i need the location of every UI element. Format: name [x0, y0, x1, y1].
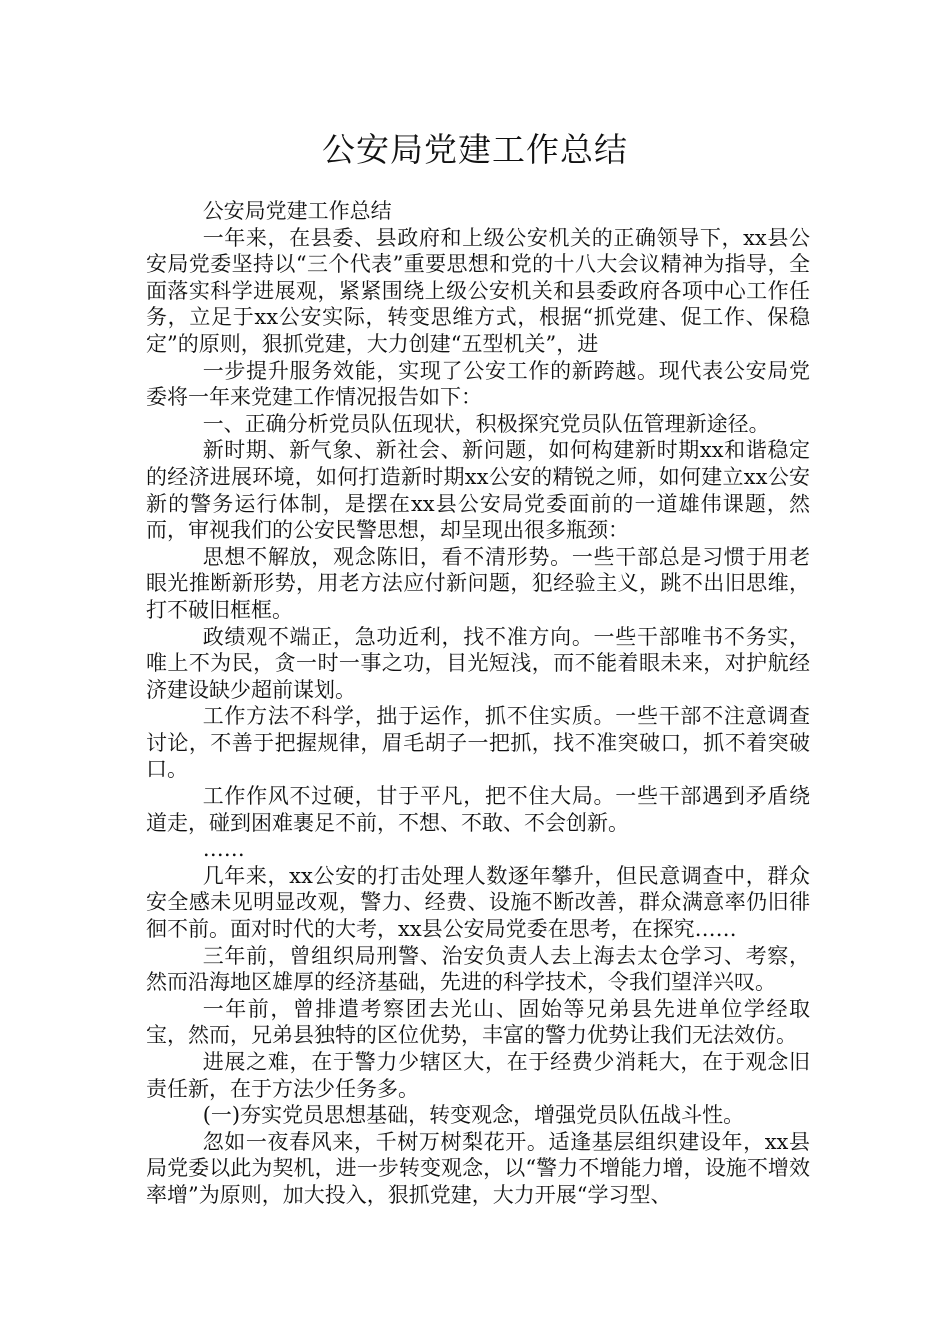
paragraph-subtitle: 公安局党建工作总结: [202, 199, 392, 223]
paragraph: 政绩观不端正，急功近利，找不准方向。一些干部唯书不务实，唯上不为民，贪一时一事之功，目光短浅，而不能着眼未来，对护航经济建设缺少超前谋划。: [146, 624, 810, 702]
document-body: [146, 198, 810, 1209]
paragraph: 忽如一夜春风来，千树万树梨花开。适逢基层组织建设年，xx县局党委以此为契机，进一步转变观念，以“警力不增能力增，设施不增效率增”为原则，加大投入，狠抓党建，大力开展“学习型、: [146, 1129, 810, 1207]
ellipsis-line: ……: [202, 837, 245, 862]
paragraph: 三年前，曾组织局刑警、治安负责人去上海去太仓学习、考察，然而沿海地区雄厚的经济基础，先进的科学技术，令我们望洋兴叹。: [146, 943, 810, 995]
paragraph: 一年前，曾排遣考察团去光山、固始等兄弟县先进单位学经取宝，然而，兄弟县独特的区位优势，丰富的警力优势让我们无法效仿。: [146, 996, 810, 1048]
paragraph: 进展之难，在于警力少辖区大，在于经费少消耗大，在于观念旧责任新，在于方法少任务多。: [146, 1050, 810, 1101]
paragraph: 思想不解放，观念陈旧，看不清形势。一些干部总是习惯于用老眼光推断新形势，用老方法应付新问题，犯经验主义，跳不出旧思维，打不破旧框框。: [146, 544, 810, 622]
subsection-heading: (一)夯实党员思想基础，转变观念，增强党员队伍战斗性。: [202, 1103, 745, 1128]
paragraph: 一步提升服务效能，实现了公安工作的新跨越。现代表公安局党委将一年来党建工作情况报告如下：: [146, 358, 810, 410]
paragraph: 工作方法不科学，拙于运作，抓不住实质。一些干部不注意调查讨论，不善于把握规律，眉毛胡子一把抓，找不准突破口，抓不着突破口。: [146, 704, 810, 782]
paragraph: 工作作风不过硬，甘于平凡，把不住大局。一些干部遇到矛盾绕道走，碰到困难裹足不前，不想、不敢、不会创新。: [146, 784, 810, 835]
paragraph: 一年来，在县委、县政府和上级公安机关的正确领导下，xx县公安局党委坚持以“三个代表”重要思想和党的十八大会议精神为指导，全面落实科学进展观，紧紧围绕上级公安机关和县委政府各项中心工作任务，立足于xx公安实际，转变思维方式，根据“抓党建、促工作、保稳定”的原则，狠抓党建，大力创建“五型机关”，进: [146, 225, 810, 356]
paragraph: 新时期、新气象、新社会、新问题，如何构建新时期xx和谐稳定的经济进展环境，如何打造新时期xx公安的精锐之师，如何建立xx公安新的警务运行体制，是摆在xx县公安局党委面前的一道雄伟课题，然而，审视我们的公安民警思想，却呈现出很多瓶颈：: [146, 438, 810, 543]
document-title: 公安局党建工作总结: [322, 130, 628, 169]
paragraph: 几年来，xx公安的打击处理人数逐年攀升，但民意调查中，群众安全感未见明显改观，警力、经费、设施不断改善，群众满意率仍旧徘徊不前。面对时代的大考，xx县公安局党委在思考，在探究……: [146, 863, 810, 942]
section-heading: 一、正确分析党员队伍现状，积极探究党员队伍管理新途径。: [202, 411, 770, 436]
